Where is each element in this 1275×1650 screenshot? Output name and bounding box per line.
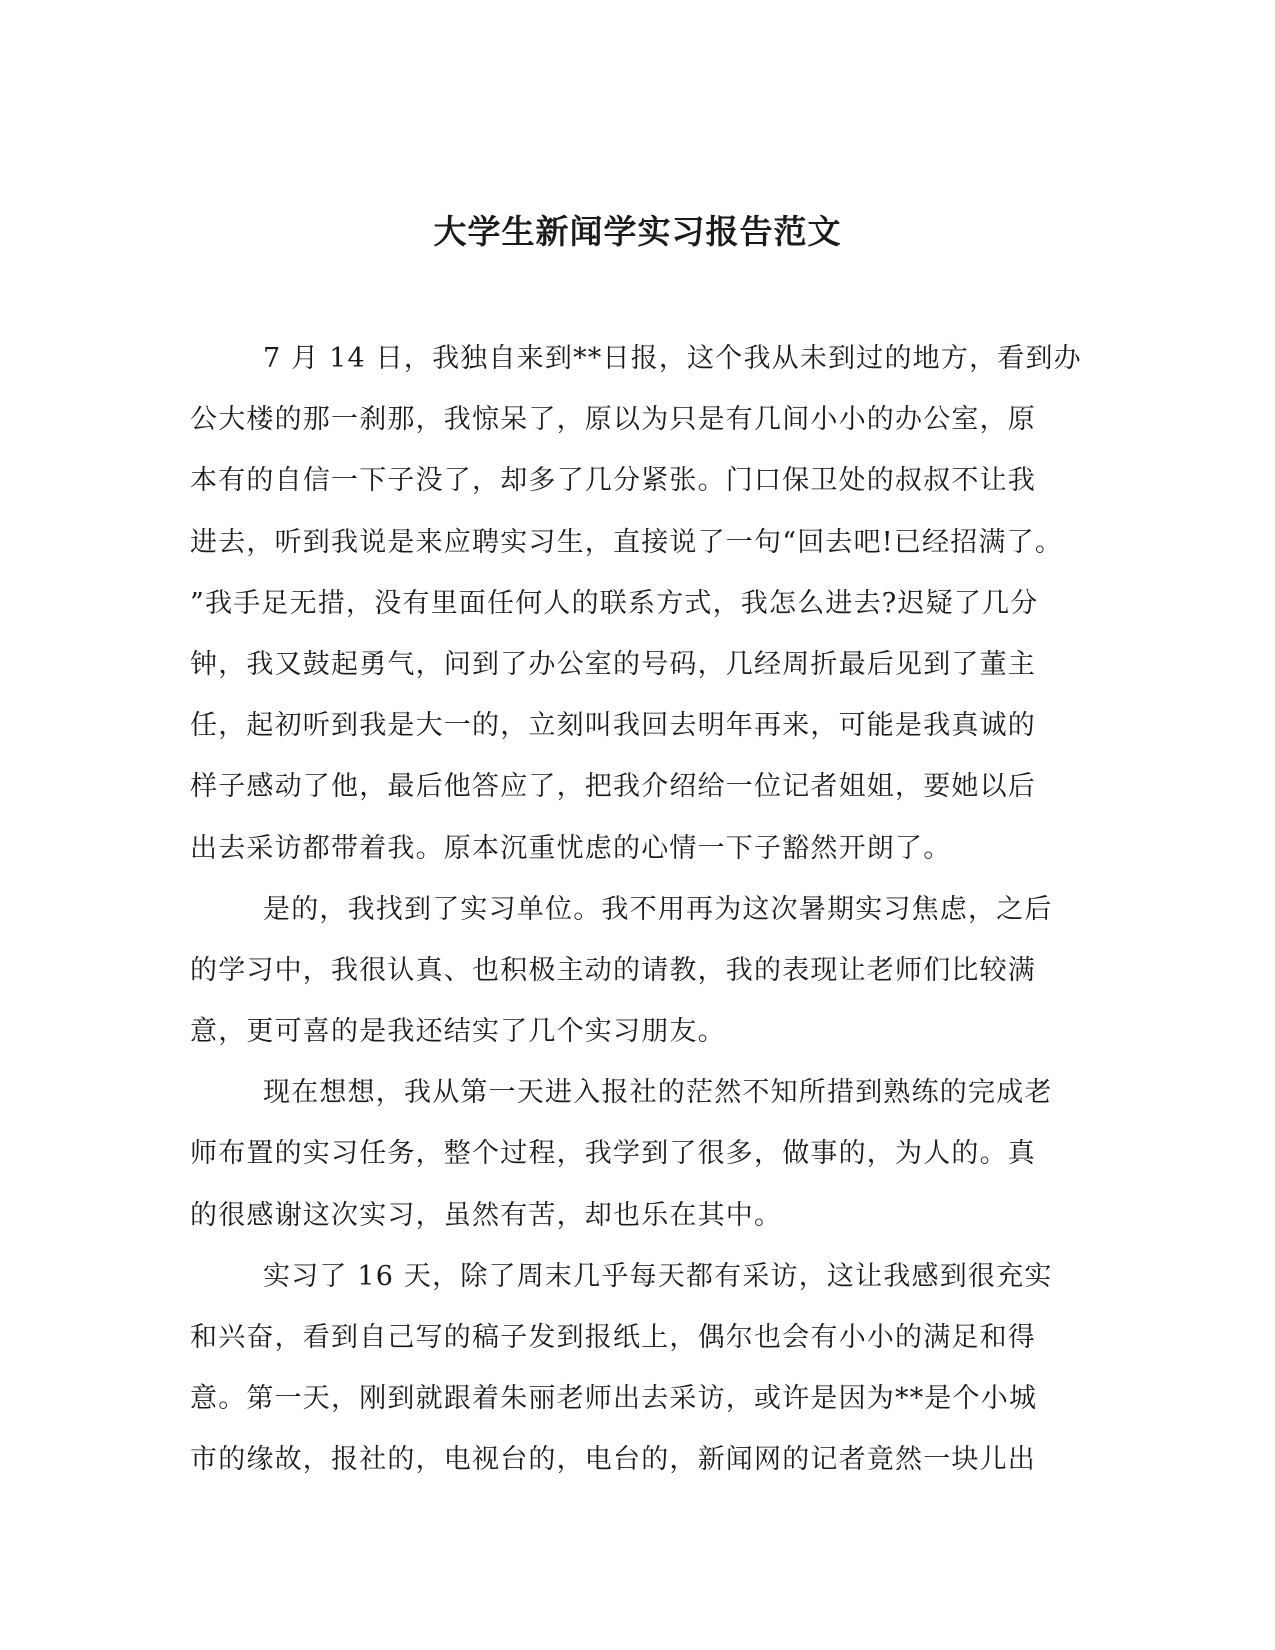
paragraph-line: 现在想想，我从第一天进入报社的茫然不知所措到熟练的完成老: [263, 1077, 1053, 1109]
paragraph-line: 意。第一天，刚到就跟着朱丽老师出去采访，或许是因为**是个小城: [190, 1383, 1038, 1415]
paragraph-3: [190, 1062, 1080, 1246]
paragraph-line: ”我手足无措，没有里面任何人的联系方式，我怎么进去?迟疑了几分: [190, 587, 1039, 619]
paragraph-4: [190, 1246, 1080, 1491]
paragraph-line: 任，起初听到我是大一的，立刻叫我回去明年再来，可能是我真诚的: [190, 710, 1036, 742]
paragraph-2: [190, 879, 1080, 1063]
paragraph-line: 意，更可喜的是我还结实了几个实习朋友。: [190, 1016, 726, 1048]
paragraph-line: 师布置的实习任务，整个过程，我学到了很多，做事的，为人的。真: [190, 1138, 1036, 1170]
document-body: [190, 328, 1080, 1491]
paragraph-line: 7 月 14 日，我独自来到**日报，这个我从未到过的地方，看到办: [263, 343, 1082, 374]
paragraph-line: 的很感谢这次实习，虽然有苦，却也乐在其中。: [190, 1199, 783, 1231]
paragraph-line: 进去，听到我说是来应聘实习生，直接说了一句“回去吧!已经招满了。: [190, 526, 1064, 558]
paragraph-line: 是的，我找到了实习单位。我不用再为这次暑期实习焦虑，之后: [263, 893, 1053, 925]
paragraph-line: 本有的自信一下子没了，却多了几分紧张。门口保卫处的叔叔不让我: [190, 465, 1036, 497]
paragraph-line: 出去采访都带着我。原本沉重忧虑的心情一下子豁然开朗了。: [190, 832, 952, 864]
paragraph-line: 的学习中，我很认真、也积极主动的请教，我的表现让老师们比较满: [190, 954, 1036, 986]
paragraph-line: 实习了 16 天，除了周末几乎每天都有采访，这让我感到很充实: [263, 1260, 1053, 1292]
document-title: 大学生新闻学实习报告范文: [433, 212, 842, 251]
paragraph-line: 公大楼的那一刹那，我惊呆了，原以为只是有几间小小的办公室，原: [190, 404, 1036, 436]
paragraph-line: 和兴奋，看到自己写的稿子发到报纸上，偶尔也会有小小的满足和得: [190, 1322, 1036, 1353]
paragraph-line: 钟，我又鼓起勇气，问到了办公室的号码，几经周折最后见到了董主: [190, 648, 1036, 680]
paragraph-line: 样子感动了他，最后他答应了，把我介绍给一位记者姐姐，要她以后: [190, 771, 1036, 803]
paragraph-line: 市的缘故，报社的，电视台的，电台的，新闻网的记者竟然一块儿出: [190, 1444, 1036, 1476]
paragraph-1: [190, 328, 1080, 879]
